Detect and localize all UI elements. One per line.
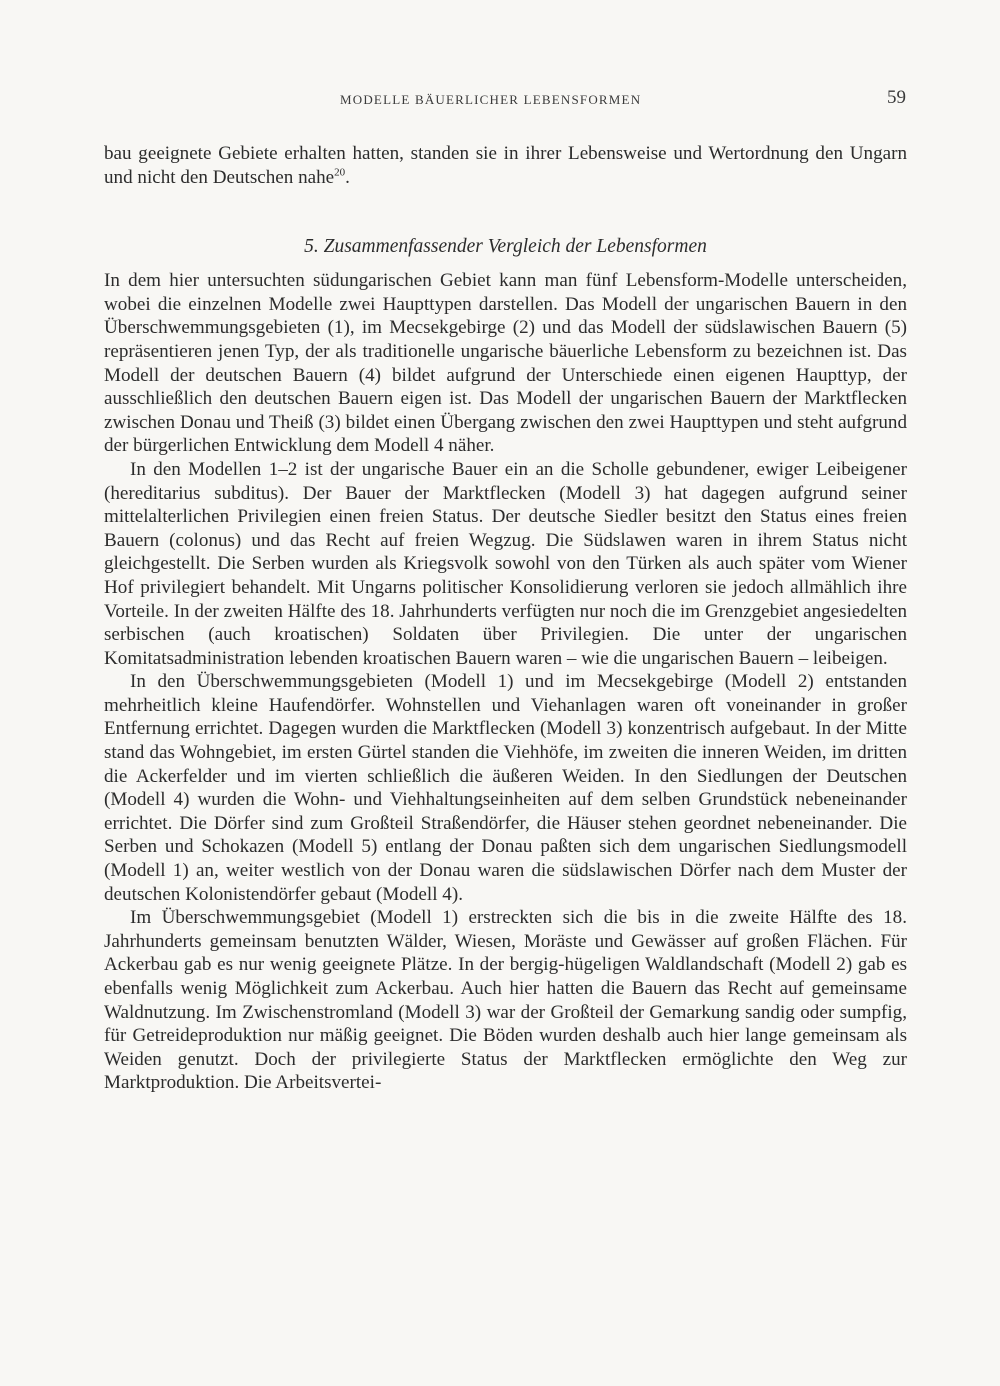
paragraph: In den Überschwemmungsgebieten (Modell 1) und im Mecsekgebirge (Modell 2) entstanden mehrheitlich kleine Haufendörfer. Wohnstellen und Viehanlagen waren oft voneinander in großer Entfernung errichtet. Dagegen wurden die Marktflecken (Modell 3) konzentrisch aufgebaut. In der Mitte stand das Wohngebiet, im ersten Gürtel standen die Viehhöfe, im zweiten die inneren Weiden, im dritten die Ackerfelder und im vierten schließlich die äußeren Weiden. In den Siedlungen der Deutschen (Modell 4) wurden die Wohn- und Viehhaltungseinheiten auf dem selben Grundstück nebeneinander errichtet. Die Dörfer sind zum Großteil Straßendörfer, die Häuser stehen geordnet nebeneinander. Die Serben und Schokazen (Modell 5) entlang der Donau paßten sich dem ungarischen Siedlungsmodell (Modell 1) an, weiter westlich von der Donau waren die südslawischen Dörfer nach dem Muster der deutschen Kolonistendörfer gebaut (Modell 4). [104, 671, 907, 905]
body-text [104, 142, 907, 1095]
page-number: 59 [887, 87, 906, 108]
running-title: MODELLE BÄUERLICHER LEBENSFORMEN [340, 92, 642, 107]
continuation-text: bau geeignete Gebiete erhalten hatten, standen sie in ihrer Lebensweise und Wertordnung den Ungarn und nicht den Deutschen nahe [104, 143, 907, 188]
continuation-paragraph [104, 142, 907, 189]
continuation-end: . [345, 166, 350, 188]
section-heading: 5. Zusammenfassender Vergleich der Lebensformen [304, 236, 707, 258]
paragraph: Im Überschwemmungsgebiet (Modell 1) erstreckten sich die bis in die zweite Hälfte des 18. Jahrhunderts gemeinsam benutzten Wälder, Wiesen, Moräste und Gewässer auf großen Flächen. Für Ackerbau gab es nur wenig geeignete Plätze. In der bergig-hügeligen Waldlandschaft (Modell 2) gab es ebenfalls wenig Möglichkeit zum Ackerbau. Auch hier hatten die Bauern das Recht auf gemeinsame Waldnutzung. Im Zwischenstromland (Modell 3) war der Großteil der Gemarkung sandig oder sumpfig, für Getreideproduktion nur mäßig geeignet. Die Böden wurden deshalb auch hier lange gemeinsam als Weiden genutzt. Doch der privilegierte Status der Marktflecken ermöglichte den Weg zur Marktproduktion. Die Arbeitsvertei- [104, 907, 907, 1094]
paragraph: In den Modellen 1–2 ist der ungarische Bauer ein an die Scholle gebundener, ewiger Leibeigener (hereditarius subditus). Der Bauer der Marktflecken (Modell 3) hat dagegen aufgrund seiner mittelalterlichen Privilegien einen freien Status. Der deutsche Siedler besitzt den Status eines freien Bauern (colonus) und das Recht auf freien Wegzug. Die Südslawen waren in ihrem Status nicht gleichgestellt. Die Serben wurden als Kriegsvolk sowohl von den Türken als auch später vom Wiener Hof privilegiert behandelt. Mit Ungarns politischer Konsolidierung verloren sie jedoch allmählich ihre Vorteile. In der zweiten Hälfte des 18. Jahrhunderts verfügten nur noch die im Grenzgebiet angesiedelten serbischen (auch kroatischen) Soldaten über Privilegien. Die unter der ungarischen Komitatsadministration lebenden kroatischen Bauern waren – wie die ungarischen Bauern – leibeigen. [104, 458, 907, 669]
footnote-reference[interactable]: 20 [334, 166, 346, 179]
paragraph: In dem hier untersuchten südungarischen Gebiet kann man fünf Lebensform-Modelle unterscheiden, wobei die einzelnen Modelle zwei Haupttypen darstellen. Das Modell der ungarischen Bauern in den Überschwemmungsgebieten (1), im Mecsekgebirge (2) und das Modell der südslawischen Bauern (5) repräsentieren jenen Typ, der als traditionelle ungarische bäuerliche Lebensform zu bezeichnen ist. Das Modell der deutschen Bauern (4) bildet aufgrund der Unterschiede einen eigenen Haupttyp, der ausschließlich den deutschen Bauern eigen ist. Das Modell der ungarischen Bauern der Marktflecken zwischen Donau und Theiß (3) bildet einen Übergang zwischen den zwei Haupttypen und steht aufgrund der bürgerlichen Entwicklung dem Modell 4 näher. [104, 270, 907, 457]
